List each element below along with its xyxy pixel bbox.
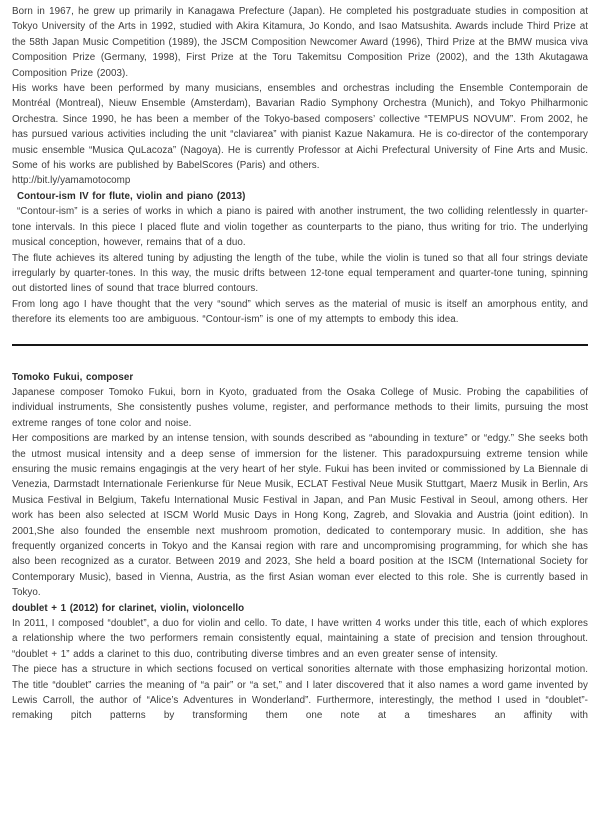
work-note-paragraph: In 2011, I composed “doublet”, a duo for violin and cello. To date, I have written 4 works under this title, each of which explores a relationship where the two performers remain consistently equal, maintaining a state of precision and tension throughout. “doublet + 1” adds a clarinet to this duo, contributing diverse timbres and an even greater sense of intensity. bbox=[12, 618, 588, 660]
section-composer-bio-yamamoto bbox=[12, 4, 588, 189]
work-title-doublet: doublet + 1 (2012) for clarinet, violin, violoncello bbox=[12, 602, 245, 614]
bio-paragraph: Born in 1967, he grew up primarily in Kanagawa Prefecture (Japan). He completed his postgraduate studies in composition at Tokyo University of the Arts in 1992, studied with Akira Kitamura, Jo Kondo, and Isao Matsushita. Awards include Third Prize at the 58th Japan Music Competition (1989), the JSCM Composition Newcomer Award (1996), Third Prize at the BMW musica viva Composition Prize (Germany, 1998), First Prize at the Toru Takemitsu Composition Prize (2002), and the 13th Akutagawa Composition Prize (2003). bbox=[12, 6, 588, 79]
work-note-paragraph: “Contour-ism” is a series of works in which a piano is paired with another instrument, the two colliding relentlessly in quarter-tone intervals. In this piece I placed flute and violin together as counterparts to the piano, thus writing for trio. The underlying musical conception, however, remains that of a duo. bbox=[12, 206, 588, 249]
work-note-paragraph: The flute achieves its altered tuning by adjusting the length of the tube, while the violin is tuned so that all four strings deviate irregularly by quarter-tones. In this way, the music drifts between 12-tone equal temperament and quarter-tone tuning, spinning out distorted lines of sound that trace blurred contours. bbox=[12, 252, 588, 295]
section-composer-bio-fukui bbox=[12, 370, 588, 601]
section-work-note-doublet bbox=[12, 601, 588, 724]
section-divider bbox=[12, 344, 588, 346]
bio-paragraph: His works have been performed by many musicians, ensembles and orchestras including the Ensemble Contemporain de Montréal (Montreal), Nieuw Ensemble (Amsterdam), Bavarian Radio Symphony Orchestra (Munich), and Tokyo Philharmonic Orchestra. Since 1990, he has been a member of the Tokyo-based composers’ collective “TEMPUS NOVUM”. From 2002, he has pursued various activities including the unit “claviarea” with pianist Kazue Nakamura. He is co-director of the contemporary music ensemble “Musica QuLacoza” (Nagoya). He is currently Professor at Aichi Prefectural University of Fine Arts and Music. Some of his works are published by BabelScores (Paris) and others. bbox=[12, 83, 588, 172]
composer-website-link[interactable]: http://bit.ly/yamamotocomp bbox=[12, 175, 131, 187]
work-title-contourism: Contour-ism IV for flute, violin and piano (2013) bbox=[17, 190, 246, 202]
section-work-note-contourism bbox=[12, 189, 588, 328]
bio-paragraph: Her compositions are marked by an intense tension, with sounds described as “abounding in texture” or “edgy.” She seeks both the utmost musical intensity and a deep sense of immersion for the listener. This paradoxpursuing extreme tension while ensuring the music remains engagingis at the very heart of her style. Fukui has been invited or commissioned by La Biennale di Venezia, Darmstadt Internationale Ferienkurse für Neue Musik, ECLAT Festival Neue Musik Stuttgart, Maerz Musik in Berlin, Ars Musica Festival in Belgium, Takefu International Music Festival in Japan, and Pan Music Festival in Seoul, among others. Her work has been also selected at ISCM World Music Days in Hong Kong, Zagreb, and Slovakia and Austria (joint edition). In 2001,She also founded the ensemble next mushroom promotion, dedicated to contemporary music. In addition, she has frequently organized concerts in Tokyo and the Kansai region with rare and uncompromising programming, for which she has also been recognized as a curator. Between 2019 and 2023, She held a board position at the ISCM (International Society for Contemporary Music), based in Vienna, Austria, as the first Asian woman ever elected to this role. She is currently based in Tokyo. bbox=[12, 433, 588, 599]
work-note-paragraph-cutoff: The piece has a structure in which sections focused on vertical sonorities alternate with those emphasizing horizontal motion. The title “doublet” carries the meaning of “a pair” or “a set,” and I later discovered that it also names a word game invented by Lewis Carroll, the author of “Alice’s Adventures in Wonderland”. Furthermore, interestingly, the method I used in “doublet”- remaking pitch patterns by transforming them one note at a timeshares an affinity with bbox=[12, 664, 588, 722]
work-note-paragraph: From long ago I have thought that the very “sound” which serves as the material of music is itself an amorphous entity, and therefore its elements too are ambiguous. “Contour-ism” is one of my attempts to embody this idea. bbox=[12, 298, 588, 326]
composer-heading-fukui: Tomoko Fukui, composer bbox=[12, 371, 134, 383]
bio-paragraph: Japanese composer Tomoko Fukui, born in Kyoto, graduated from the Osaka College of Music. Probing the capabilities of individual instruments, She consistently pushes volume, register, and performance methods to their limits, pursuing the most extreme ranges of tone color and noise. bbox=[12, 386, 588, 429]
